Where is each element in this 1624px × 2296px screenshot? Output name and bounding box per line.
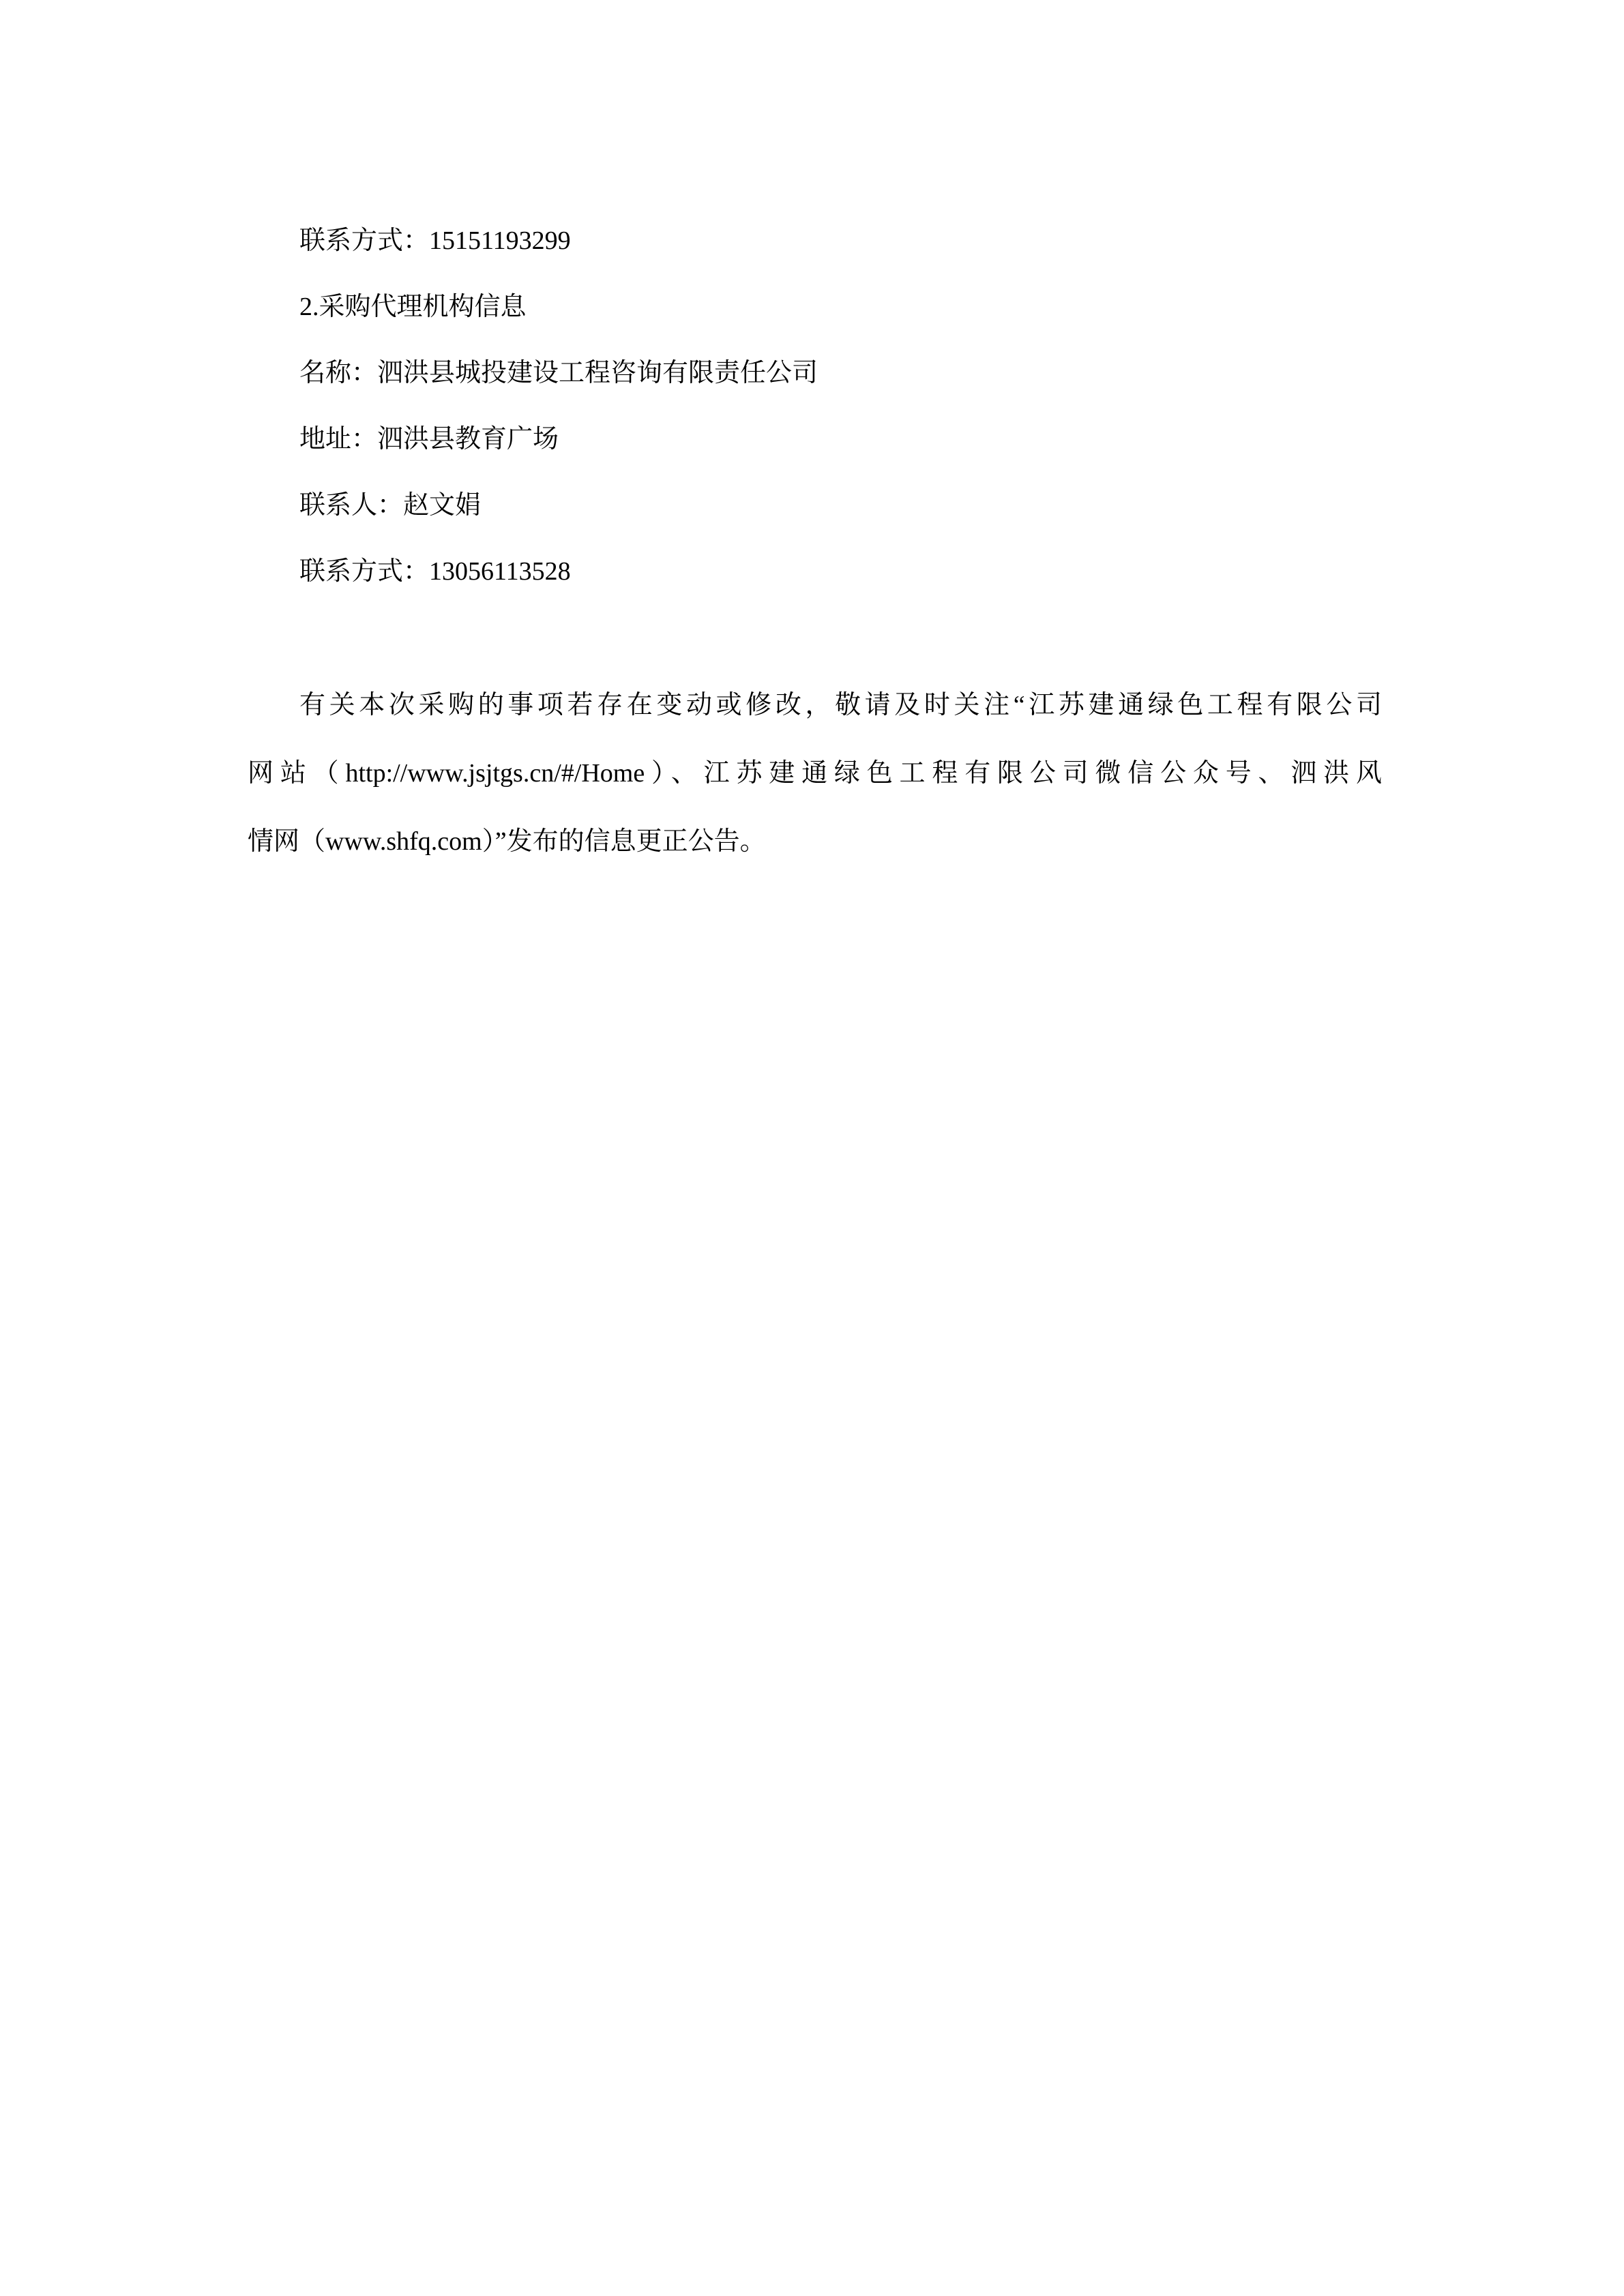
- notice-line-1: 有关本次采购的事项若存在变动或修改，敬请及时关注“江苏建通绿色工程有限公司: [299, 691, 1382, 719]
- agency-contact-person-line: 联系人：赵文娟: [299, 491, 482, 520]
- notice-paragraph: [248, 671, 1382, 876]
- notice-line-2: 网站（http://www.jsjtgs.cn/#/Home）、江苏建通绿色工程有限公司微信公众号、泗洪风: [248, 759, 1382, 788]
- agency-address-line: 地址：泗洪县教育广场: [299, 425, 559, 453]
- agency-phone-line: 联系方式：13056113528: [299, 557, 571, 586]
- agency-name-line: 名称：泗洪县城投建设工程咨询有限责任公司: [299, 359, 818, 387]
- agency-section-heading: 2.采购代理机构信息: [299, 293, 527, 321]
- purchaser-phone-line: 联系方式：15151193299: [299, 226, 571, 255]
- notice-line-3: 情网（www.shfq.com）”发布的信息更正公告。: [248, 827, 766, 856]
- document-content: [248, 208, 1382, 876]
